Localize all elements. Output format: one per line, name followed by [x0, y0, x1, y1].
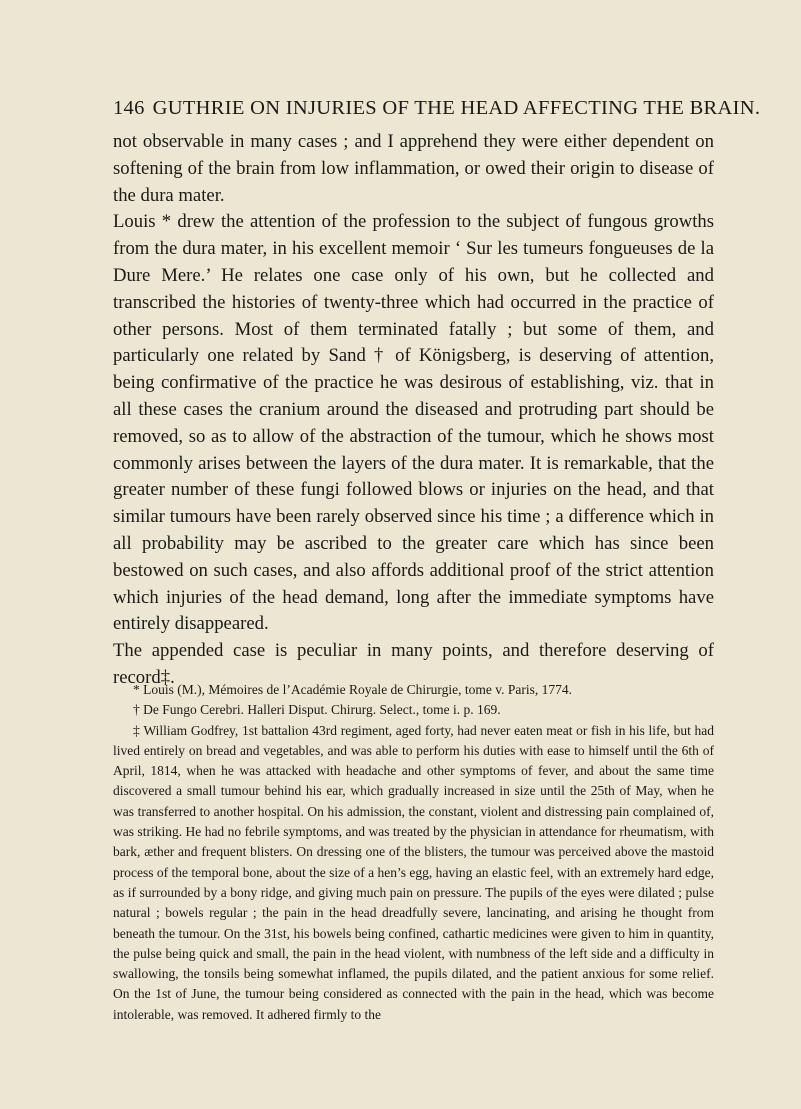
paragraph-appended-case: The appended case is peculiar in many points, and therefore deserving of record‡. — [113, 640, 714, 688]
footnotes — [113, 680, 714, 1025]
running-title: GUTHRIE ON INJURIES OF THE HEAD AFFECTING THE BRAIN. — [152, 97, 761, 119]
footnote-case-report: ‡ William Godfrey, 1st battalion 43rd regiment, aged forty, had never eaten meat or fish in his life, but had lived entirely on bread and vegetables, and was able to perform his duties with ease to himself until the 6th of April, 1814, when he was attacked with headache and other symptoms of fever, and about the same time discovered a small tumour behind his ear, which gradually increased in size until the 25th of May, when he was transferred to another hospital. On his admission, the constant, violent and distressing pain complained of, was striking. He had no febrile symptoms, and was treated by the physician in attendance for rheumatism, with bark, æther and frequent blisters. On dressing one of the blisters, the tumour was perceived above the mastoid process of the temporal bone, about the size of a hen’s egg, having an elastic feel, with an extremely hard edge, as if surrounded by a bony ridge, and giving much pain on pressure. The pupils of the eyes were dilated ; pulse natural ; bowels regular ; the pain in the head dreadfully severe, lancinating, and arising he thought from beneath the tumour. On the 31st, his bowels being confined, cathartic medicines were given to him in quantity, the pulse being quick and small, the pain in the head violent, with numbness of the left side and a difficulty in swallowing, the tonsils being somewhat inflamed, the pupils dilated, and the patient anxious for some relief. On the 1st of June, the tumour being considered as connected with the pain in the head, which was become intolerable, was removed. It adhered firmly to the — [113, 722, 714, 1022]
footnote-de-fungo: † De Fungo Cerebri. Halleri Disput. Chirurg. Select., tome i. p. 169. — [133, 702, 501, 718]
paragraph-continuation: not observable in many cases ; and I apprehend they were either dependent on softening of the brain from low inflammation, or owed their origin to disease of the dura mater. — [113, 131, 714, 206]
page-number: 146 — [113, 97, 145, 119]
page-header — [113, 97, 761, 120]
footnote-louis: * Louis (M.), Mémoires de l’Académie Royale de Chirurgie, tome v. Paris, 1774. — [133, 682, 573, 697]
main-text — [113, 129, 714, 692]
paragraph-louis: Louis * drew the attention of the profession to the subject of fungous growths from the dura mater, in his excellent memoir ‘ Sur les tumeurs fongueuses de la Dure Mere.’ He relates one case only of his own, but he collected and transcribed the histories of twenty-three which had occurred in the practice of other persons. Most of them terminated fatally ; but some of them, and particularly one related by Sand † of Königsberg, is deserving of attention, being confirmative of the practice he was desirous of establishing, viz. that in all these cases the cranium around the diseased and protruding part should be removed, so as to allow of the abstraction of the tumour, which he shows most commonly arises between the layers of the dura mater. It is remarkable, that the greater number of these fungi followed blows or injuries on the head, and that similar tumours have been rarely observed since his time ; a difference which in all probability may be ascribed to the greater care which has since been bestowed on such cases, and also affords additional proof of the strict attention which injuries of the head demand, long after the immediate symptoms have entirely disappeared. — [113, 211, 714, 635]
